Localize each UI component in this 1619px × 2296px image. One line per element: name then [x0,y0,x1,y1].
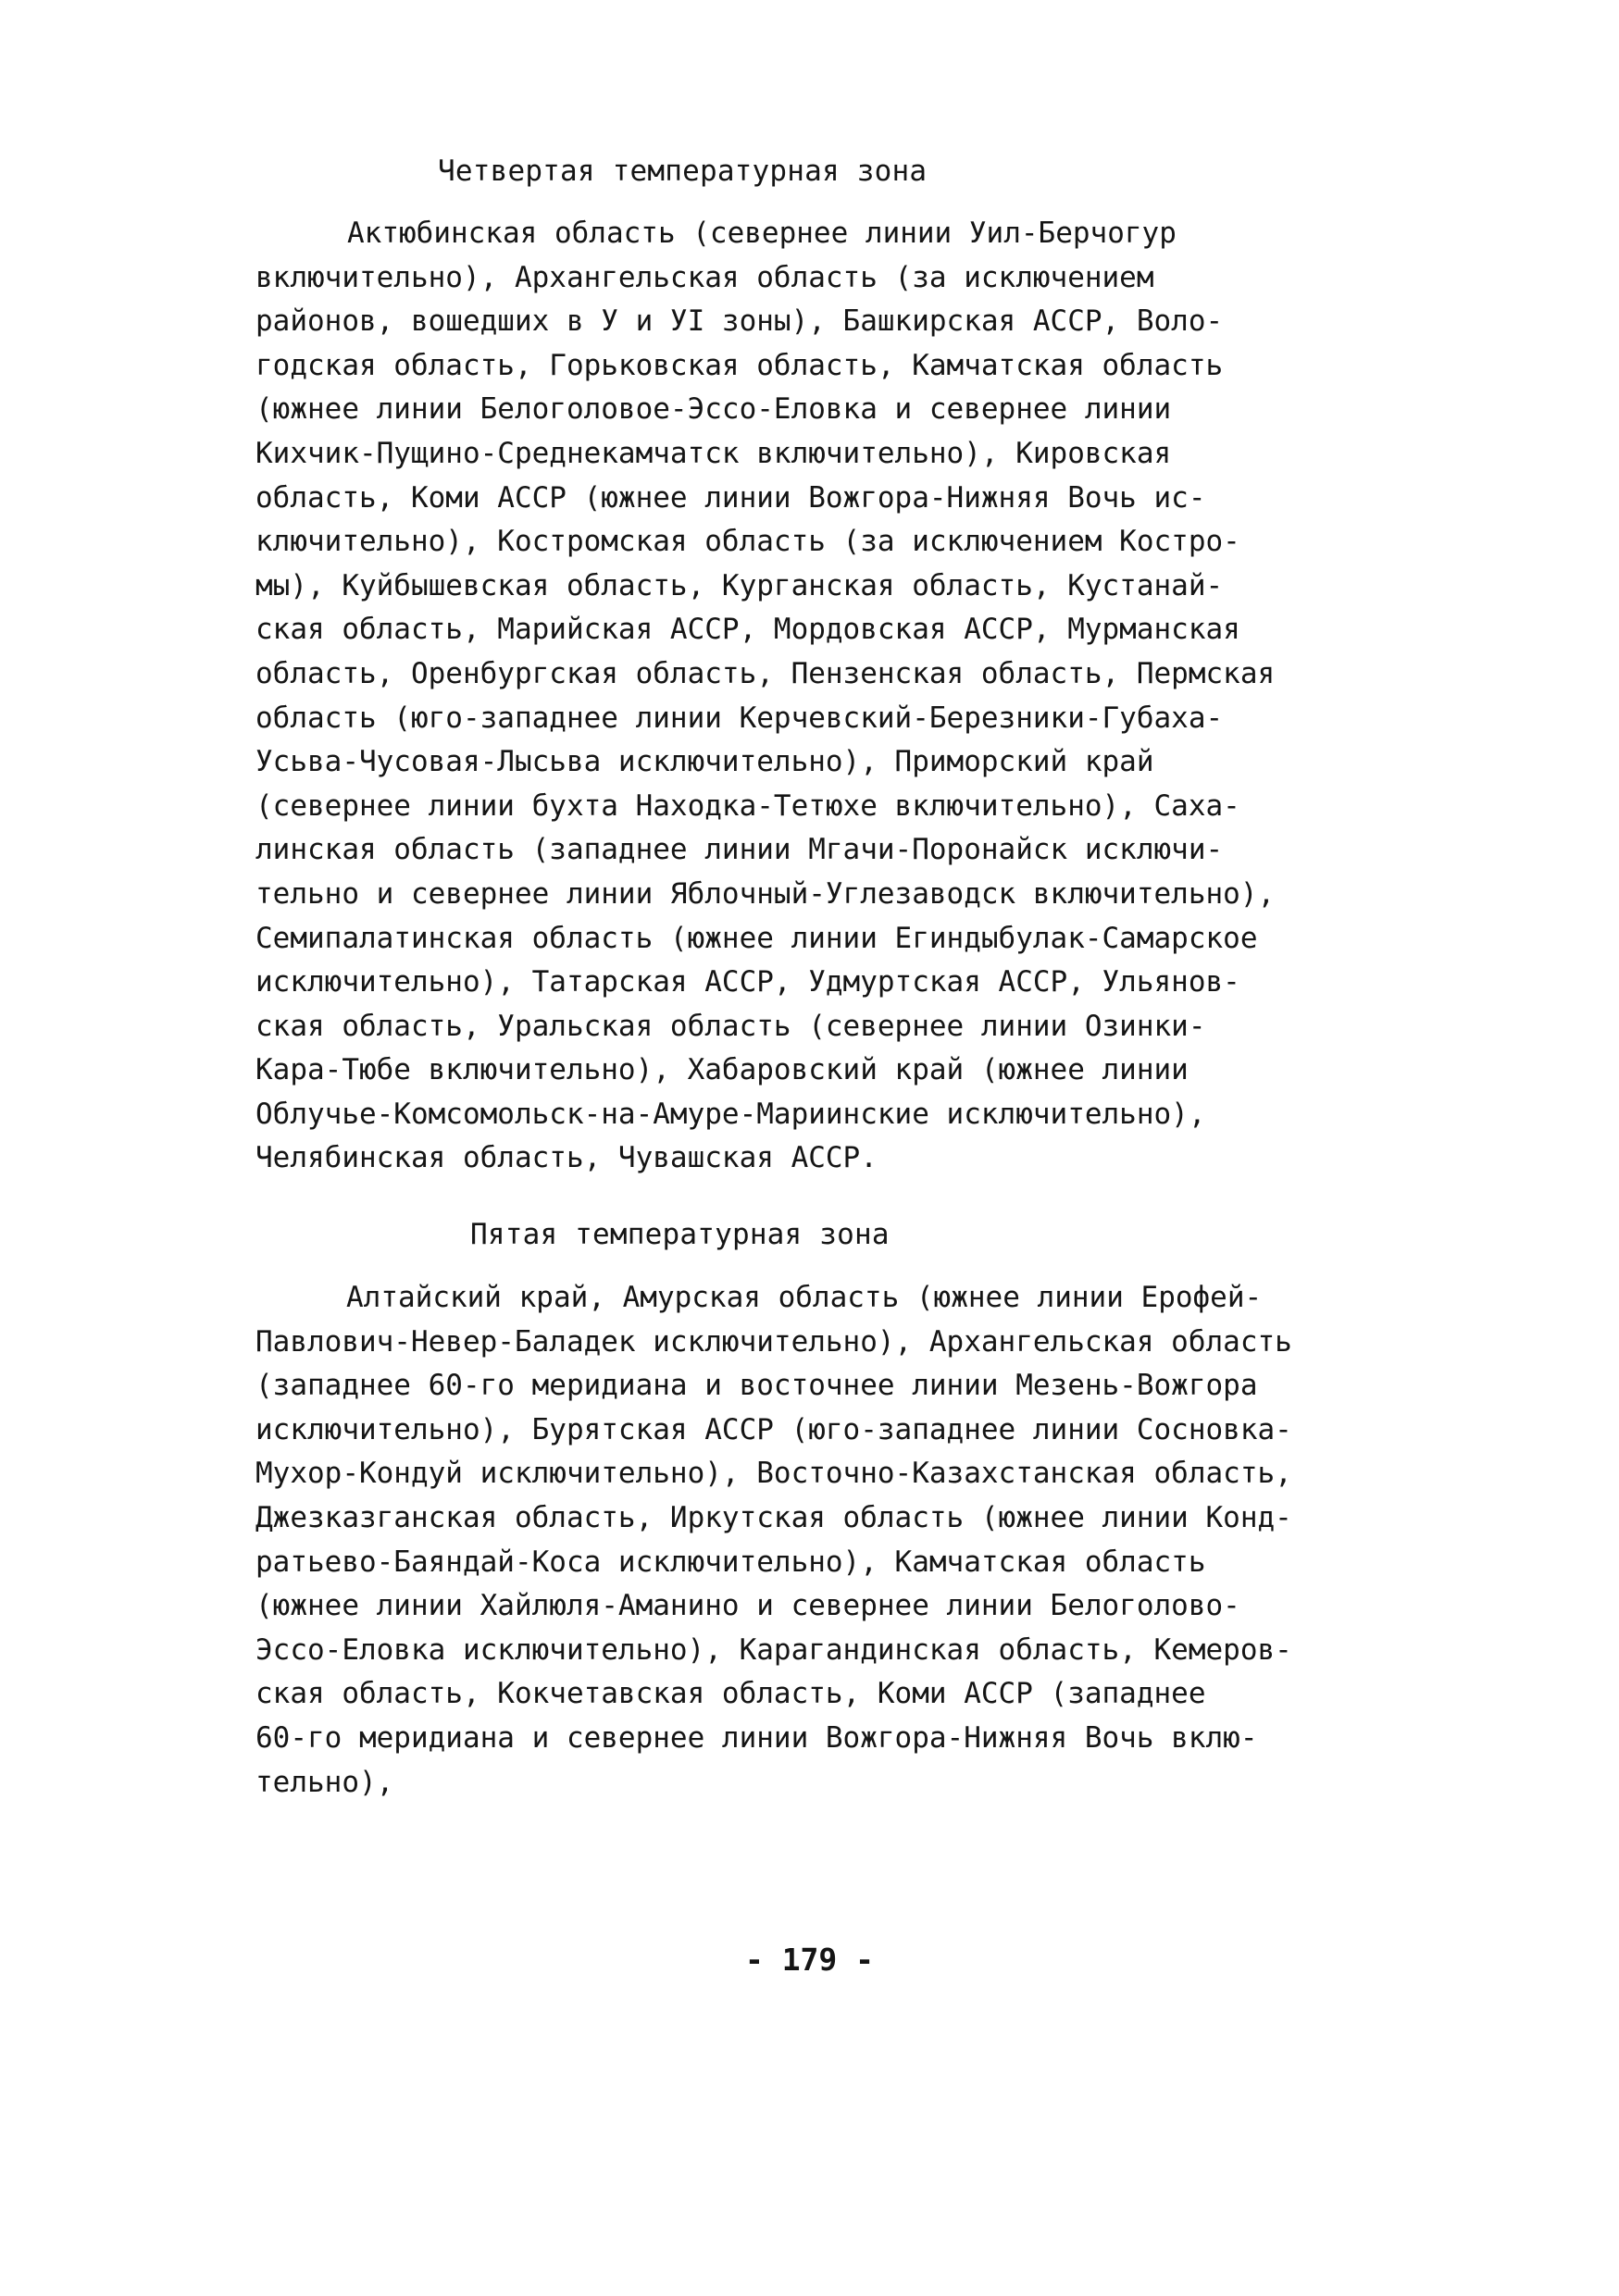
text-line: (севернее линии бухта Находка-Тетюхе включительно), Саха- [255,788,1240,823]
text-line: Джезказганская область, Иркутская область (южнее линии Конд- [255,1500,1292,1534]
text-line: Актюбинская область (севернее линии Уил-Берчогур [347,217,1177,250]
text-line: включительно), Архангельская область (за исключением [255,260,1154,294]
text-line: Облучье-Комсомольск-на-Амуре-Мариинские исключительно), [255,1097,1206,1131]
text-line: Кара-Тюбе включительно), Хабаровский край (южнее линии [255,1053,1189,1087]
section-heading-fifth-zone: Пятая температурная зона [470,1218,890,1251]
text-line: Алтайский край, Амурская область (южнее линии Ерофей- [346,1281,1263,1314]
text-line: Усьва-Чусовая-Лысьва исключительно), Приморский край [255,745,1154,779]
text-line: Кихчик-Пущино-Среднекамчатск включительно), Кировская [255,436,1172,470]
text-line: (южнее линии Белоголовое-Эссо-Еловка и севернее линии [255,392,1172,427]
text-line: линская область (западнее линии Мгачи-Поронайск исключи- [255,833,1224,867]
text-line: Челябинская область, Чувашская АССР. [255,1141,878,1175]
text-line: Мухор-Кондуй исключительно), Восточно-Казахстанская область, [255,1457,1292,1491]
text-line: 60-го меридиана и севернее линии Вожгора-Нижняя Вочь вклю- [255,1720,1258,1755]
text-line: Эссо-Еловка исключительно), Карагандинская область, Кемеров- [255,1632,1292,1667]
text-line: Семипалатинская область (южнее линии Егиндыбулак-Самарское [255,921,1258,955]
text-line: область, Оренбургская область, Пензенская область, Пермская [255,656,1276,690]
text-line: тельно и севернее линии Яблочный-Углезаводск включительно), [255,876,1276,911]
text-line: (южнее линии Хайлюля-Аманино и севернее линии Белоголово- [255,1589,1240,1623]
text-line: мы), Куйбышевская область, Курганская область, Кустанай- [255,568,1224,602]
text-line: область, Коми АССР (южнее линии Вожгора-Нижняя Вочь ис- [255,480,1206,515]
text-line: Павлович-Невер-Баладек исключительно), Архангельская область [255,1324,1292,1359]
section-heading-fourth-zone: Четвертая температурная зона [438,155,928,188]
text-line: ратьево-Баяндай-Коса исключительно), Камчатская область [255,1545,1206,1579]
text-line: исключительно), Татарская АССР, Удмуртская АССР, Ульянов- [255,965,1240,999]
text-line: тельно), [255,1765,394,1799]
text-line: ская область, Марийская АССР, Мордовская АССР, Мурманская [255,613,1240,647]
text-line: ключительно), Костромская область (за исключением Костро- [255,525,1240,559]
text-line: районов, вошедших в У и УI зоны), Башкирская АССР, Воло- [255,304,1224,339]
text-line: (западнее 60-го меридиана и восточнее линии Мезень-Вожгора [255,1369,1258,1403]
text-line: годская область, Горьковская область, Камчатская область [255,348,1224,382]
text-line: ская область, Кокчетавская область, Коми АССР (западнее [255,1677,1206,1711]
text-line: исключительно), Бурятская АССР (юго-западнее линии Сосновка- [255,1412,1292,1446]
text-line: область (юго-западнее линии Керчевский-Березники-Губаха- [255,701,1224,735]
section-body-fourth-zone [255,212,1339,1181]
page-number: - 179 - [744,1942,875,1978]
section-body-fifth-zone [255,1276,1339,1805]
text-line: ская область, Уральская область (севернее линии Озинки- [255,1009,1206,1043]
